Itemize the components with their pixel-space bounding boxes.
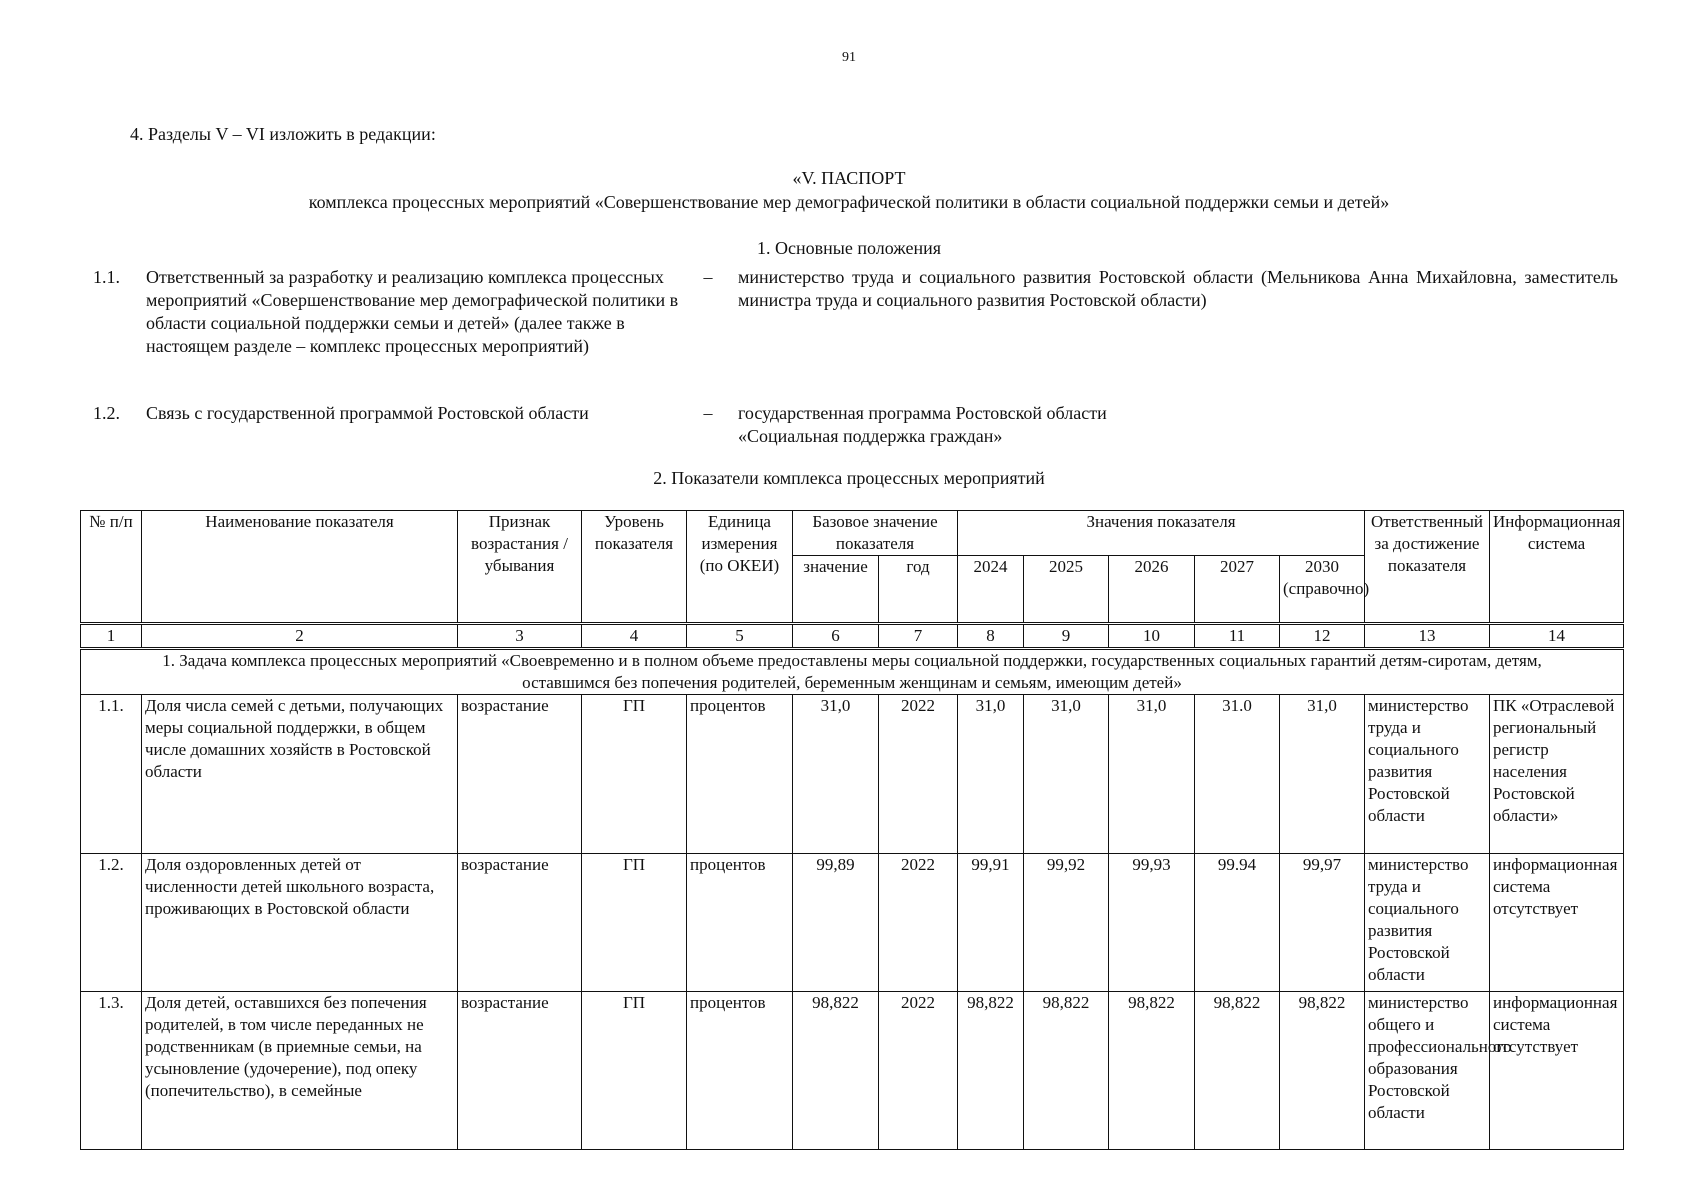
row-indicator-name: Доля числа семей с детьми, получающих меры социальной поддержки, в общем числе домашних хозяйств в Ростовской области <box>142 695 458 854</box>
column-number-row <box>81 624 1624 649</box>
header-base: Базовое значение показателя <box>793 511 958 556</box>
column-number: 10 <box>1109 624 1195 649</box>
column-number: 11 <box>1195 624 1280 649</box>
row-value-2026: 31,0 <box>1109 695 1195 854</box>
row-value-2030: 31,0 <box>1280 695 1365 854</box>
row-num: 1.1. <box>81 695 142 854</box>
column-number: 9 <box>1024 624 1109 649</box>
row-sign: возрастание <box>458 695 582 854</box>
header-base-year: год <box>879 556 958 624</box>
provision-name: Связь с государственной программой Ростовской области <box>146 403 589 423</box>
row-base-value: 98,822 <box>793 992 879 1150</box>
provision-value: министерство труда и социального развития Ростовской области (Мельникова Анна Михайловна, заместитель министра труда и социального развития Ростовской области) <box>738 267 1618 310</box>
column-number: 2 <box>142 624 458 649</box>
row-value-2027: 31.0 <box>1195 695 1280 854</box>
section-heading-indicators: 2. Показатели комплекса процессных мероприятий <box>653 468 1045 488</box>
column-number: 7 <box>879 624 958 649</box>
row-responsible: министерство труда и социального развития Ростовской области <box>1365 854 1490 992</box>
header-unit: Единица измерения (по ОКЕИ) <box>687 511 793 624</box>
column-number: 12 <box>1280 624 1365 649</box>
row-responsible: министерство общего и профессионального образования Ростовской области <box>1365 992 1490 1150</box>
row-base-value: 99,89 <box>793 854 879 992</box>
row-indicator-name: Доля детей, оставшихся без попечения родителей, в том числе переданных не родственникам (в приемные семьи, на усыновление (удочерение), под опеку (попечительство), в семейные <box>142 992 458 1150</box>
row-value-2027: 99.94 <box>1195 854 1280 992</box>
provision-value-line: «Социальная поддержка граждан» <box>738 426 1003 446</box>
provision-number: 1.2. <box>93 403 120 423</box>
row-indicator-name: Доля оздоровленных детей от численности детей школьного возраста, проживающих в Ростовской области <box>142 854 458 992</box>
amendment-intro: 4. Разделы V – VI изложить в редакции: <box>130 124 436 144</box>
row-unit: процентов <box>687 695 793 854</box>
provision-dash: – <box>703 403 713 423</box>
header-base-value: значение <box>793 556 879 624</box>
row-value-2025: 99,92 <box>1024 854 1109 992</box>
row-level: ГП <box>582 992 687 1150</box>
column-number: 8 <box>958 624 1024 649</box>
header-system: Информационная система <box>1490 511 1624 624</box>
indicators-table <box>80 510 1624 1150</box>
row-level: ГП <box>582 854 687 992</box>
provision-number: 1.1. <box>93 267 120 287</box>
column-number: 3 <box>458 624 582 649</box>
provision-dash: – <box>703 267 713 287</box>
passport-title: «V. ПАСПОРТ <box>792 168 906 188</box>
section-heading-basic-provisions: 1. Основные положения <box>757 238 941 258</box>
provision-value <box>738 402 1107 448</box>
header-responsible: Ответственный за достижение показателя <box>1365 511 1490 624</box>
table-row <box>81 695 1624 854</box>
row-unit: процентов <box>687 992 793 1150</box>
row-system: информационная система отсутствует <box>1490 854 1624 992</box>
header-year-2027: 2027 <box>1195 556 1280 624</box>
header-values: Значения показателя <box>958 511 1365 556</box>
column-number: 1 <box>81 624 142 649</box>
header-sign: Признак возрастания / убывания <box>458 511 582 624</box>
column-number: 5 <box>687 624 793 649</box>
task-row <box>81 649 1624 695</box>
header-level: Уровень показателя <box>582 511 687 624</box>
row-sign: возрастание <box>458 854 582 992</box>
row-value-2025: 31,0 <box>1024 695 1109 854</box>
header-year-2030: 2030 (справочно) <box>1280 556 1365 624</box>
task-text: 1. Задача комплекса процессных мероприятий «Своевременно и в полном объеме предоставлены меры социальной поддержки, государственных социальных гарантий детям-сиротам, детям, оставшимся без попечения родителей, беременным женщинам и семьям, имеющим детей» <box>81 649 1624 695</box>
row-system: информационная система отсутствует <box>1490 992 1624 1150</box>
row-unit: процентов <box>687 854 793 992</box>
row-value-2030: 98,822 <box>1280 992 1365 1150</box>
row-base-year: 2022 <box>879 992 958 1150</box>
row-base-year: 2022 <box>879 854 958 992</box>
header-name: Наименование показателя <box>142 511 458 624</box>
column-number: 13 <box>1365 624 1490 649</box>
provision-name: Ответственный за разработку и реализацию комплекса процессных мероприятий «Совершенствование мер демографической политики в области социальной поддержки семьи и детей» (далее также в настоящем разделе – комплекс процессных мероприятий) <box>146 267 679 356</box>
header-num: № п/п <box>81 511 142 624</box>
column-number: 14 <box>1490 624 1624 649</box>
row-sign: возрастание <box>458 992 582 1150</box>
header-year-2024: 2024 <box>958 556 1024 624</box>
table-row <box>81 854 1624 992</box>
row-level: ГП <box>582 695 687 854</box>
row-value-2026: 98,822 <box>1109 992 1195 1150</box>
column-number: 6 <box>793 624 879 649</box>
table-row <box>81 992 1624 1150</box>
row-num: 1.2. <box>81 854 142 992</box>
header-year-2025: 2025 <box>1024 556 1109 624</box>
passport-subtitle: комплекса процессных мероприятий «Совершенствование мер демографической политики в области социальной поддержки семьи и детей» <box>308 192 1390 212</box>
row-value-2026: 99,93 <box>1109 854 1195 992</box>
row-base-value: 31,0 <box>793 695 879 854</box>
row-value-2024: 31,0 <box>958 695 1024 854</box>
column-number: 4 <box>582 624 687 649</box>
row-value-2024: 99,91 <box>958 854 1024 992</box>
row-num: 1.3. <box>81 992 142 1150</box>
row-value-2030: 99,97 <box>1280 854 1365 992</box>
row-value-2025: 98,822 <box>1024 992 1109 1150</box>
row-base-year: 2022 <box>879 695 958 854</box>
row-responsible: министерство труда и социального развития Ростовской области <box>1365 695 1490 854</box>
header-year-2026: 2026 <box>1109 556 1195 624</box>
row-value-2024: 98,822 <box>958 992 1024 1150</box>
row-value-2027: 98,822 <box>1195 992 1280 1150</box>
provision-value-line: государственная программа Ростовской области <box>738 403 1107 423</box>
page-number: 91 <box>842 50 856 65</box>
header-row <box>81 511 1624 556</box>
row-system: ПК «Отраслевой региональный регистр населения Ростовской области» <box>1490 695 1624 854</box>
